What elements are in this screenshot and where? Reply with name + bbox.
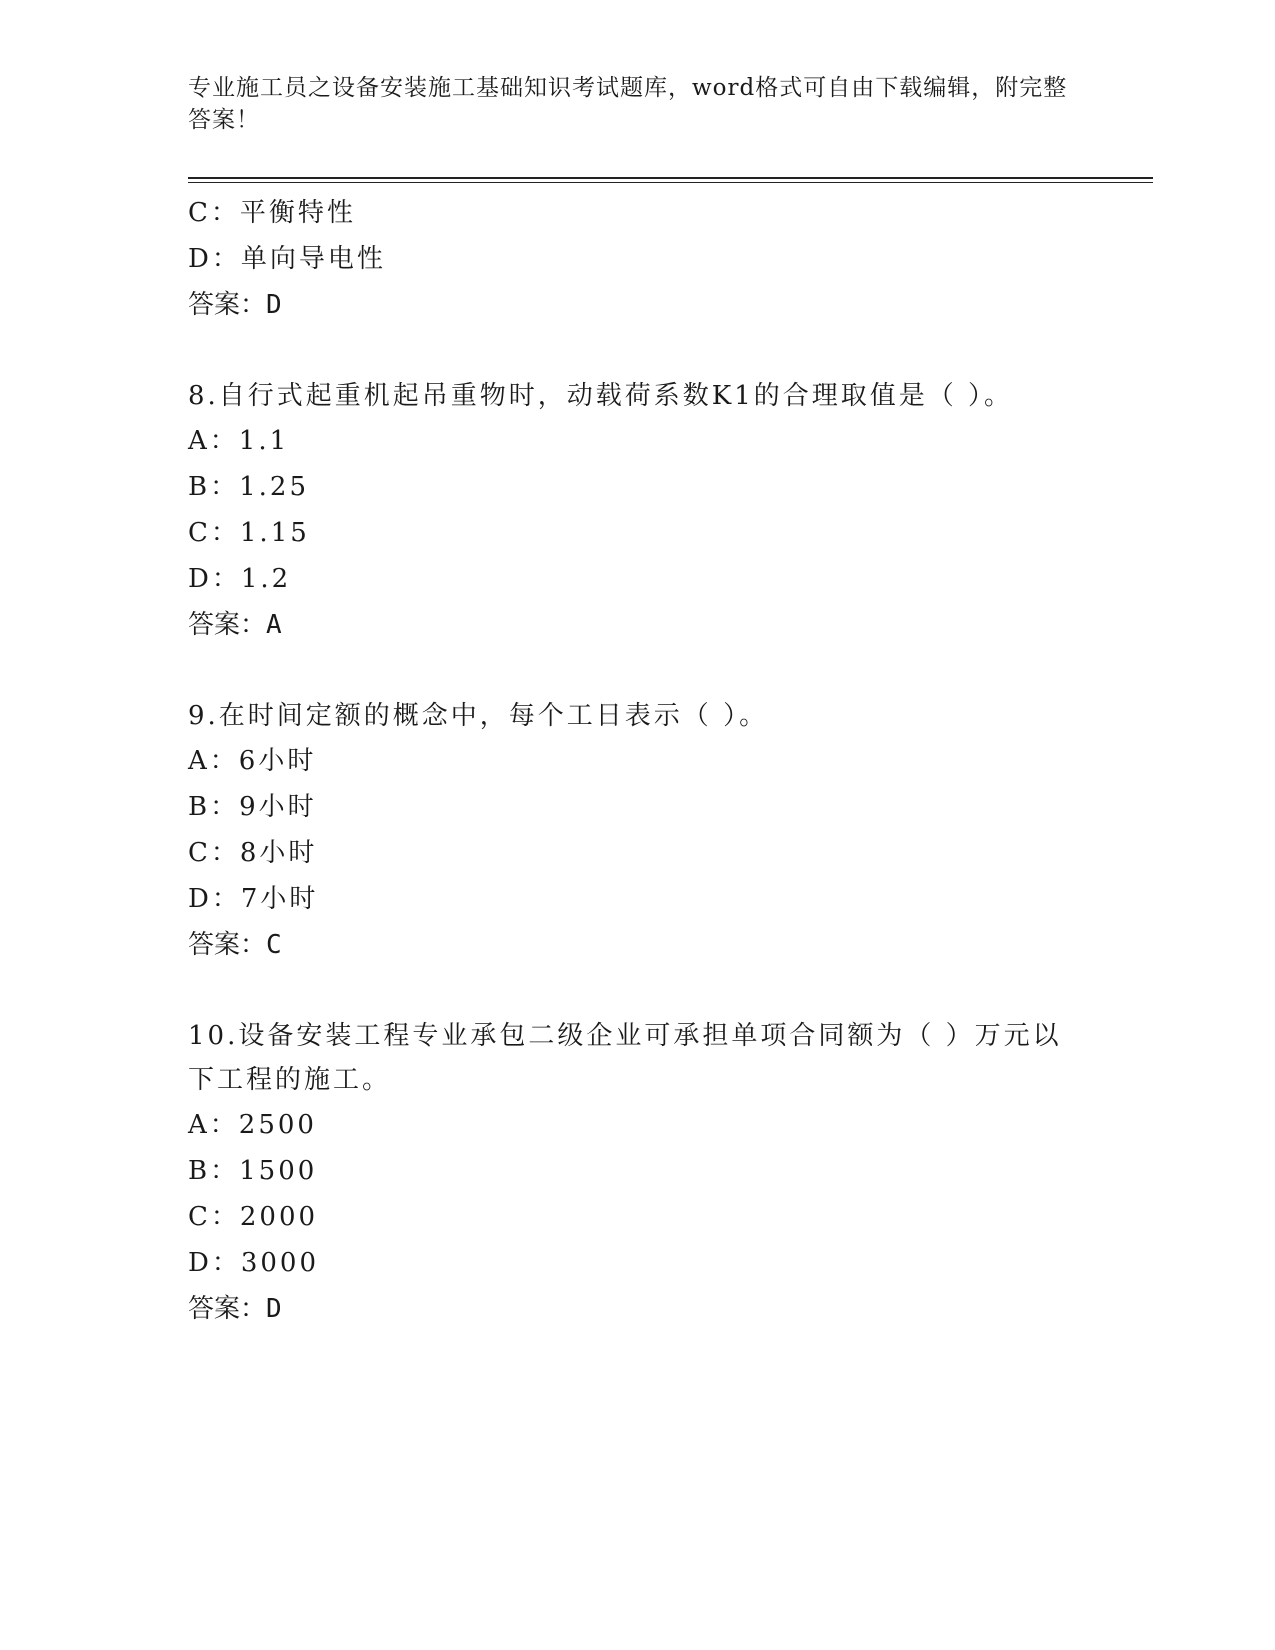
option-d: D：3000 [188,1248,320,1278]
option-d: D：7小时 [188,884,319,914]
option-a: A：2500 [188,1110,317,1140]
question-text: 10.设备安装工程专业承包二级企业可承担单项合同额为（ ）万元以下工程的施工。 [188,1021,1062,1095]
option-c: C：1.15 [188,518,310,548]
option-c: C：平衡特性 [188,198,356,228]
question-block-8 [188,374,1068,648]
document-header: 专业施工员之设备安装施工基础知识考试题库，word格式可自由下载编辑，附完整答案！ [188,75,1068,133]
answer-line: 答案：C [188,930,282,960]
option-b: B：1500 [188,1156,318,1186]
option-a: A：1.1 [188,426,290,456]
question-block-10 [188,1014,1068,1332]
header-divider-thick [188,177,1153,179]
question-content [188,190,1068,1332]
spacer [188,328,1068,374]
question-block-9 [188,694,1068,968]
spacer [188,968,1068,1014]
answer-line: 答案：D [188,1294,282,1324]
question-text: 8.自行式起重机起吊重物时，动载荷系数K1的合理取值是（ ）。 [188,381,1014,411]
answer-line: 答案：D [188,290,282,320]
header-divider-thin [188,182,1153,183]
prev-question-block [188,190,1068,328]
option-a: A：6小时 [188,746,317,776]
answer-line: 答案：A [188,610,282,640]
option-d: D：单向导电性 [188,244,386,274]
spacer [188,648,1068,694]
option-b: B：9小时 [188,792,317,822]
option-b: B：1.25 [188,472,309,502]
option-c: C：8小时 [188,838,318,868]
option-c: C：2000 [188,1202,319,1232]
option-d: D：1.2 [188,564,292,594]
question-text: 9.在时间定额的概念中，每个工日表示（ ）。 [188,701,769,731]
